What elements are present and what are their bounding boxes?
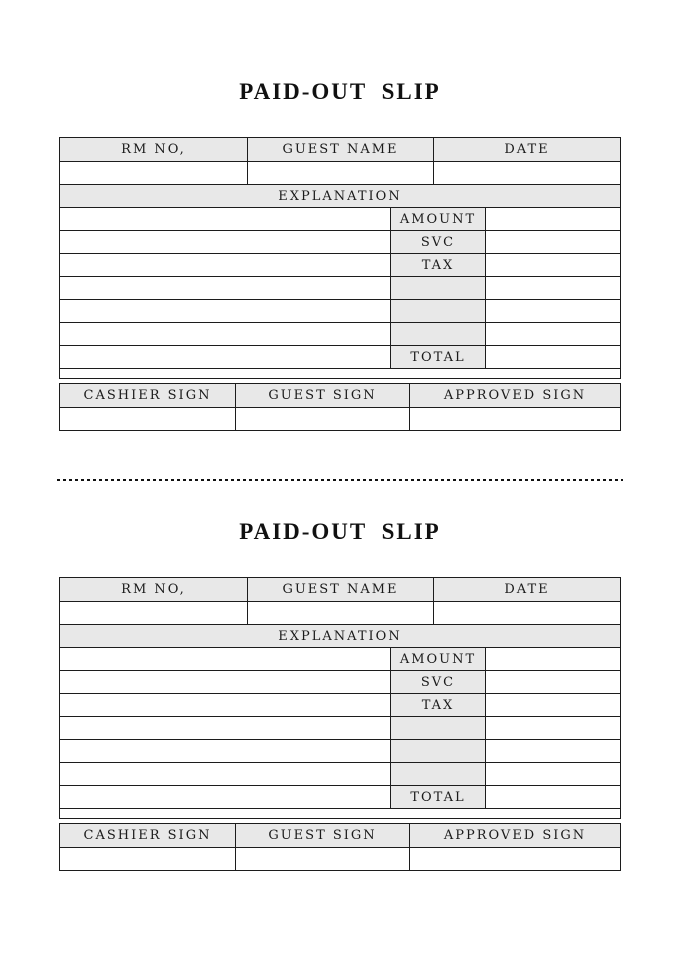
sign-values-row [60,847,620,870]
approved-sign-field [410,848,620,870]
amount-value-field [486,648,620,670]
blank-value-field [486,323,620,345]
rm-no-field [60,162,248,184]
item-row [60,762,620,785]
guest-sign-header: GUEST SIGN [236,824,410,847]
blank-label-cell [391,740,486,762]
explanation-line-field [60,740,391,762]
date-field [434,602,620,624]
tax-value-field [486,254,620,276]
explanation-line-field [60,231,391,253]
cashier-sign-header: CASHIER SIGN [60,384,236,407]
blank-label-cell [391,300,486,322]
spacer-row [60,808,620,818]
spacer-row [60,368,620,378]
approved-sign-header: APPROVED SIGN [410,824,620,847]
blank-value-field [486,300,620,322]
slip-title: PAID-OUT SLIP [239,79,441,104]
sign-values-row [60,407,620,430]
item-row [60,345,620,368]
header-row [60,138,620,161]
rm-no-field [60,602,248,624]
blank-value-field [486,763,620,785]
blank-label-cell [391,717,486,739]
blank-label-cell [391,277,486,299]
explanation-line-field [60,346,391,368]
guest-name-field [248,162,434,184]
header-values-row [60,601,620,624]
tax-value-field [486,694,620,716]
total-label: TOTAL [391,786,486,808]
guest-name-header: GUEST NAME [248,578,434,601]
item-row [60,716,620,739]
explanation-line-field [60,277,391,299]
explanation-line-field [60,648,391,670]
header-row [60,578,620,601]
svc-label: SVC [391,231,486,253]
approved-sign-header: APPROVED SIGN [410,384,620,407]
explanation-line-field [60,694,391,716]
blank-value-field [486,277,620,299]
guest-sign-header: GUEST SIGN [236,384,410,407]
guest-sign-field [236,408,410,430]
explanation-line-field [60,323,391,345]
total-value-field [486,346,620,368]
svc-value-field [486,231,620,253]
tax-label: TAX [391,694,486,716]
tax-label: TAX [391,254,486,276]
item-row [60,299,620,322]
svc-value-field [486,671,620,693]
date-field [434,162,620,184]
amount-label: AMOUNT [391,208,486,230]
explanation-header: EXPLANATION [60,625,620,647]
guest-name-header: GUEST NAME [248,138,434,161]
item-row [60,739,620,762]
cut-line-separator [57,479,623,481]
explanation-line-field [60,786,391,808]
sign-header-row [60,384,620,407]
guest-sign-field [236,848,410,870]
rm-no-header: RM NO, [60,578,248,601]
rm-no-header: RM NO, [60,138,248,161]
cashier-sign-field [60,408,236,430]
explanation-line-field [60,254,391,276]
total-value-field [486,786,620,808]
explanation-line-field [60,671,391,693]
item-row [60,207,620,230]
main-table [59,577,621,819]
slip-title: PAID-OUT SLIP [239,519,441,544]
date-header: DATE [434,138,620,161]
blank-label-cell [391,323,486,345]
sign-table [59,823,621,871]
item-row [60,693,620,716]
explanation-line-field [60,208,391,230]
paid-out-slip-form [59,577,621,871]
explanation-header-row [60,624,620,647]
item-row [60,276,620,299]
item-row [60,785,620,808]
paid-out-slip-form [59,137,621,431]
spacer-cell [60,369,620,378]
blank-value-field [486,740,620,762]
total-label: TOTAL [391,346,486,368]
cashier-sign-header: CASHIER SIGN [60,824,236,847]
blank-label-cell [391,763,486,785]
cashier-sign-field [60,848,236,870]
spacer-cell [60,809,620,818]
header-values-row [60,161,620,184]
approved-sign-field [410,408,620,430]
blank-value-field [486,717,620,739]
svc-label: SVC [391,671,486,693]
explanation-header: EXPLANATION [60,185,620,207]
item-row [60,230,620,253]
amount-value-field [486,208,620,230]
item-row [60,670,620,693]
explanation-header-row [60,184,620,207]
item-row [60,647,620,670]
explanation-line-field [60,717,391,739]
item-row [60,253,620,276]
guest-name-field [248,602,434,624]
sign-table [59,383,621,431]
explanation-line-field [60,300,391,322]
main-table [59,137,621,379]
explanation-line-field [60,763,391,785]
item-row [60,322,620,345]
date-header: DATE [434,578,620,601]
amount-label: AMOUNT [391,648,486,670]
sign-header-row [60,824,620,847]
